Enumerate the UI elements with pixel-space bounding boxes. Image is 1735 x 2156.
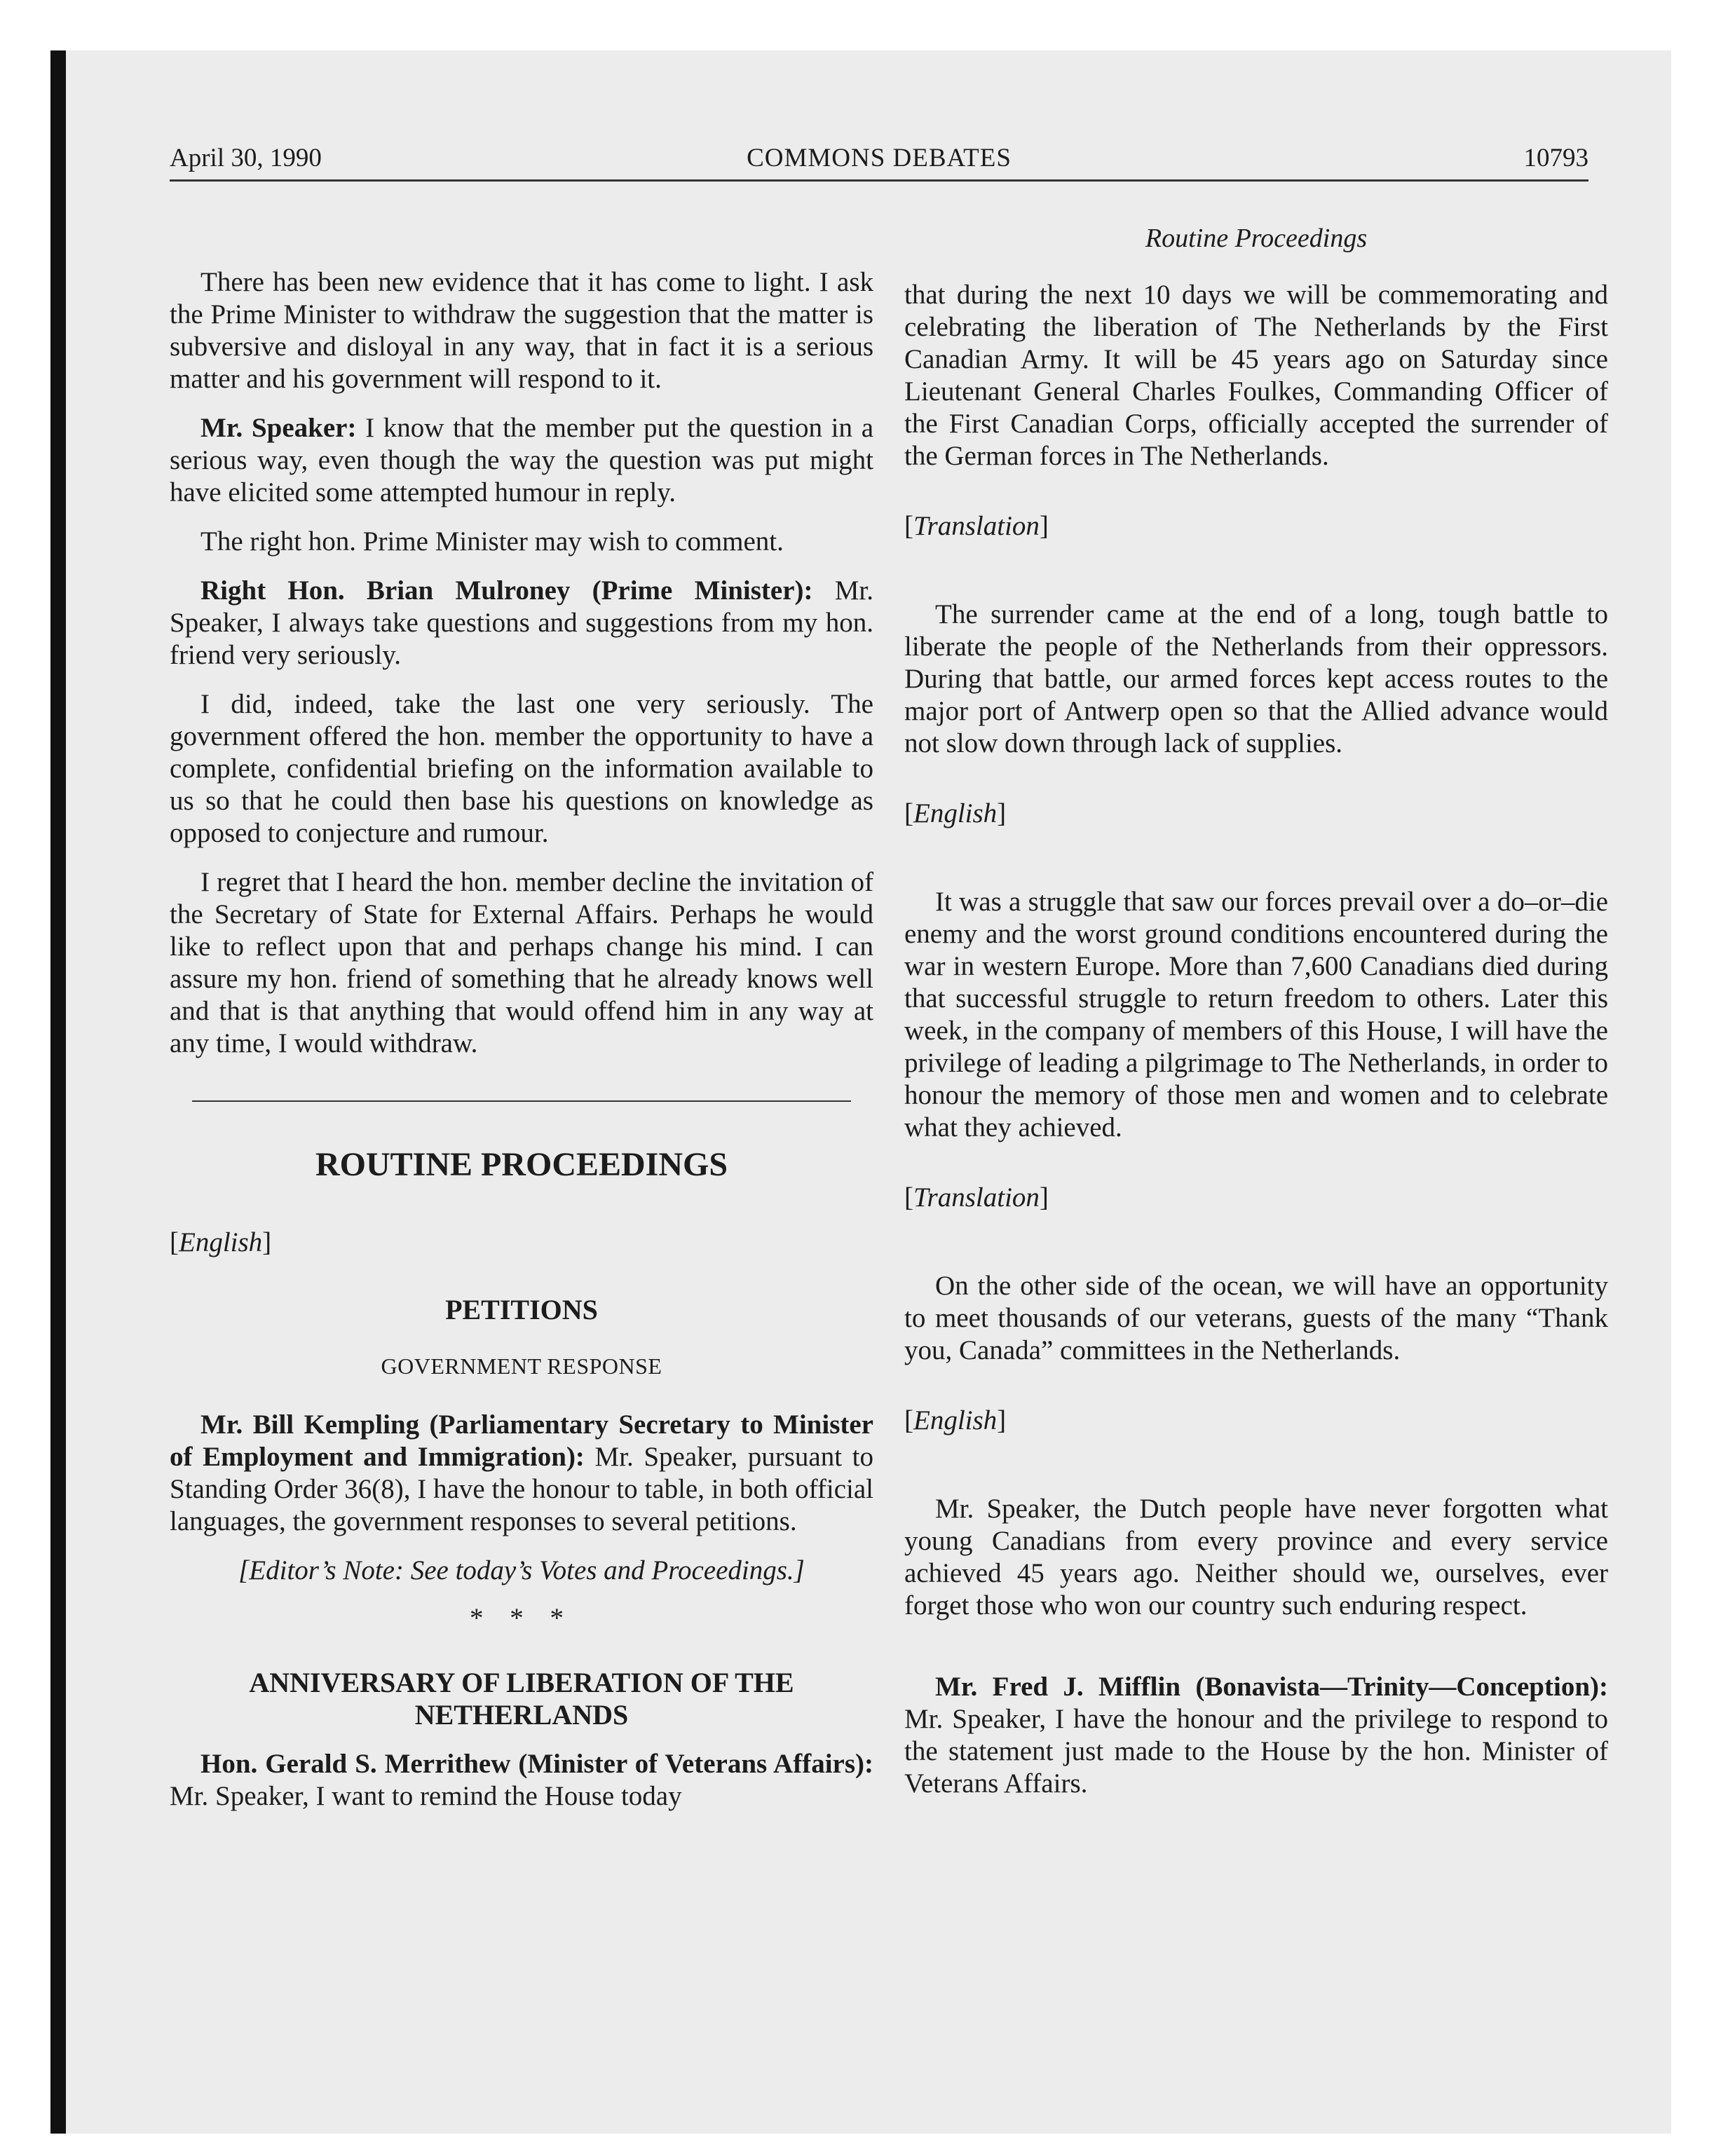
paragraph: On the other side of the ocean, we will have an opportunity to meet thousands of our veterans, guests of the many “Thank you, Canada” committees in the Netherlands. (904, 1271, 1608, 1365)
language-tag: [English] (904, 1405, 1007, 1435)
speaker-name: Mr. Speaker: (200, 413, 357, 443)
language-tag: [Translation] (904, 511, 1049, 541)
scan-edge-bar (50, 50, 66, 2134)
language-tag-text: English (913, 798, 998, 828)
subhead-petitions: PETITIONS (445, 1294, 598, 1325)
language-tag: [Translation] (904, 1182, 1049, 1213)
right-column (904, 279, 1608, 1817)
header-title: COMMONS DEBATES (747, 144, 1012, 172)
left-column (170, 266, 873, 1829)
header-date: April 30, 1990 (170, 144, 322, 172)
paragraph: Mr. Speaker, the Dutch people have never forgotten what young Canadians from every province and every service achieved 45 years ago. Neither should we, ourselves, ever forget those who won our country such enduring respect. (904, 1494, 1608, 1621)
paragraph (170, 1748, 873, 1813)
paragraph: There has been new evidence that it has come to light. I ask the Prime Minister to withdraw the suggestion that the matter is subversive and disloyal in any way, that in fact it is a serious matter and his government will respond to it. (170, 267, 873, 394)
language-tag-text: English (179, 1227, 263, 1257)
paragraph: I did, indeed, take the last one very seriously. The government offered the hon. member the opportunity to have a complete, confidential briefing on the information available to us so that he could then base his questions on knowledge as opposed to conjecture and rumour. (170, 689, 873, 848)
language-tag: [English] (904, 798, 1007, 828)
page-header (170, 137, 1588, 182)
section-title: ROUTINE PROCEEDINGS (315, 1146, 728, 1183)
speech-text: Mr. Speaker, I want to remind the House today (170, 1781, 682, 1811)
language-tag: [English] (170, 1227, 272, 1257)
paragraph (170, 575, 873, 671)
speech-text: Mr. Speaker, I always take questions and suggestions from my hon. friend very seriously. (170, 575, 873, 670)
section-divider (192, 1100, 851, 1102)
section-separator-stars: * * * (470, 1603, 573, 1633)
editor-note: [Editor’s Note: See today’s Votes and Proceedings.] (238, 1555, 805, 1585)
speaker-name: Hon. Gerald S. Merrithew (Minister of Veterans Affairs): (200, 1749, 873, 1779)
language-tag-text: Translation (913, 511, 1040, 541)
speaker-name: Right Hon. Brian Mulroney (Prime Minister): (200, 575, 813, 606)
language-tag-text: Translation (913, 1182, 1040, 1213)
speaker-name: Mr. Bill Kempling (Parliamentary Secretary to Minister of Employment and Immigration): (170, 1410, 873, 1472)
paragraph (170, 1409, 873, 1538)
speech-text: I know that the member put the question in a serious way, even though the way the question was put might have elicited some attempted humour in reply. (170, 413, 873, 507)
speech-text: Mr. Speaker, pursuant to Standing Order 36(8), I have the honour to table, in both official languages, the government responses to several petitions. (170, 1442, 873, 1536)
running-head: Routine Proceedings (1145, 224, 1368, 253)
paragraph: It was a struggle that saw our forces prevail over a do–or–die enemy and the worst ground conditions encountered during the war in western Europe. More than 7,600 Canadians died during that successful struggle to return freedom to others. Later this week, in the company of members of this House, I will have the privilege of leading a pilgrimage to The Netherlands, in order to honour the memory of those men and women and to celebrate what they achieved. (904, 887, 1608, 1142)
paragraph: The surrender came at the end of a long, tough battle to liberate the people of the Netherlands from their oppressors. During that battle, our armed forces kept access routes to the major port of Antwerp open so that the Allied advance would not slow down through lack of supplies. (904, 599, 1608, 758)
subhead-government-response: GOVERNMENT RESPONSE (381, 1353, 662, 1379)
speech-text: Mr. Speaker, I have the honour and the privilege to respond to the statement just made to the House by the hon. Minister of Veterans Affairs. (904, 1704, 1608, 1799)
paragraph (904, 1671, 1608, 1800)
paragraph: I regret that I heard the hon. member decline the invitation of the Secretary of State for External Affairs. Perhaps he would like to reflect upon that and perhaps change his mind. I can assure my hon. friend of something that he already knows well and that is that anything that would offend him in any way at any time, I would withdraw. (170, 867, 873, 1058)
speaker-name: Mr. Fred J. Mifflin (Bonavista—Trinity—Conception): (935, 1672, 1608, 1702)
paragraph (170, 412, 873, 509)
language-tag-text: English (913, 1405, 998, 1435)
header-page-number: 10793 (1523, 144, 1588, 172)
paragraph: that during the next 10 days we will be commemorating and celebrating the liberation of The Netherlands by the First Canadian Army. It will be 45 years ago on Saturday since Lieutenant General Charles Foulkes, Commanding Officer of the First Canadian Corps, officially accepted the surrender of the German forces in The Netherlands. (904, 280, 1608, 471)
anniversary-title: ANNIVERSARY OF LIBERATION OF THE NETHERLANDS (249, 1667, 794, 1731)
paragraph: The right hon. Prime Minister may wish to comment. (200, 526, 784, 557)
